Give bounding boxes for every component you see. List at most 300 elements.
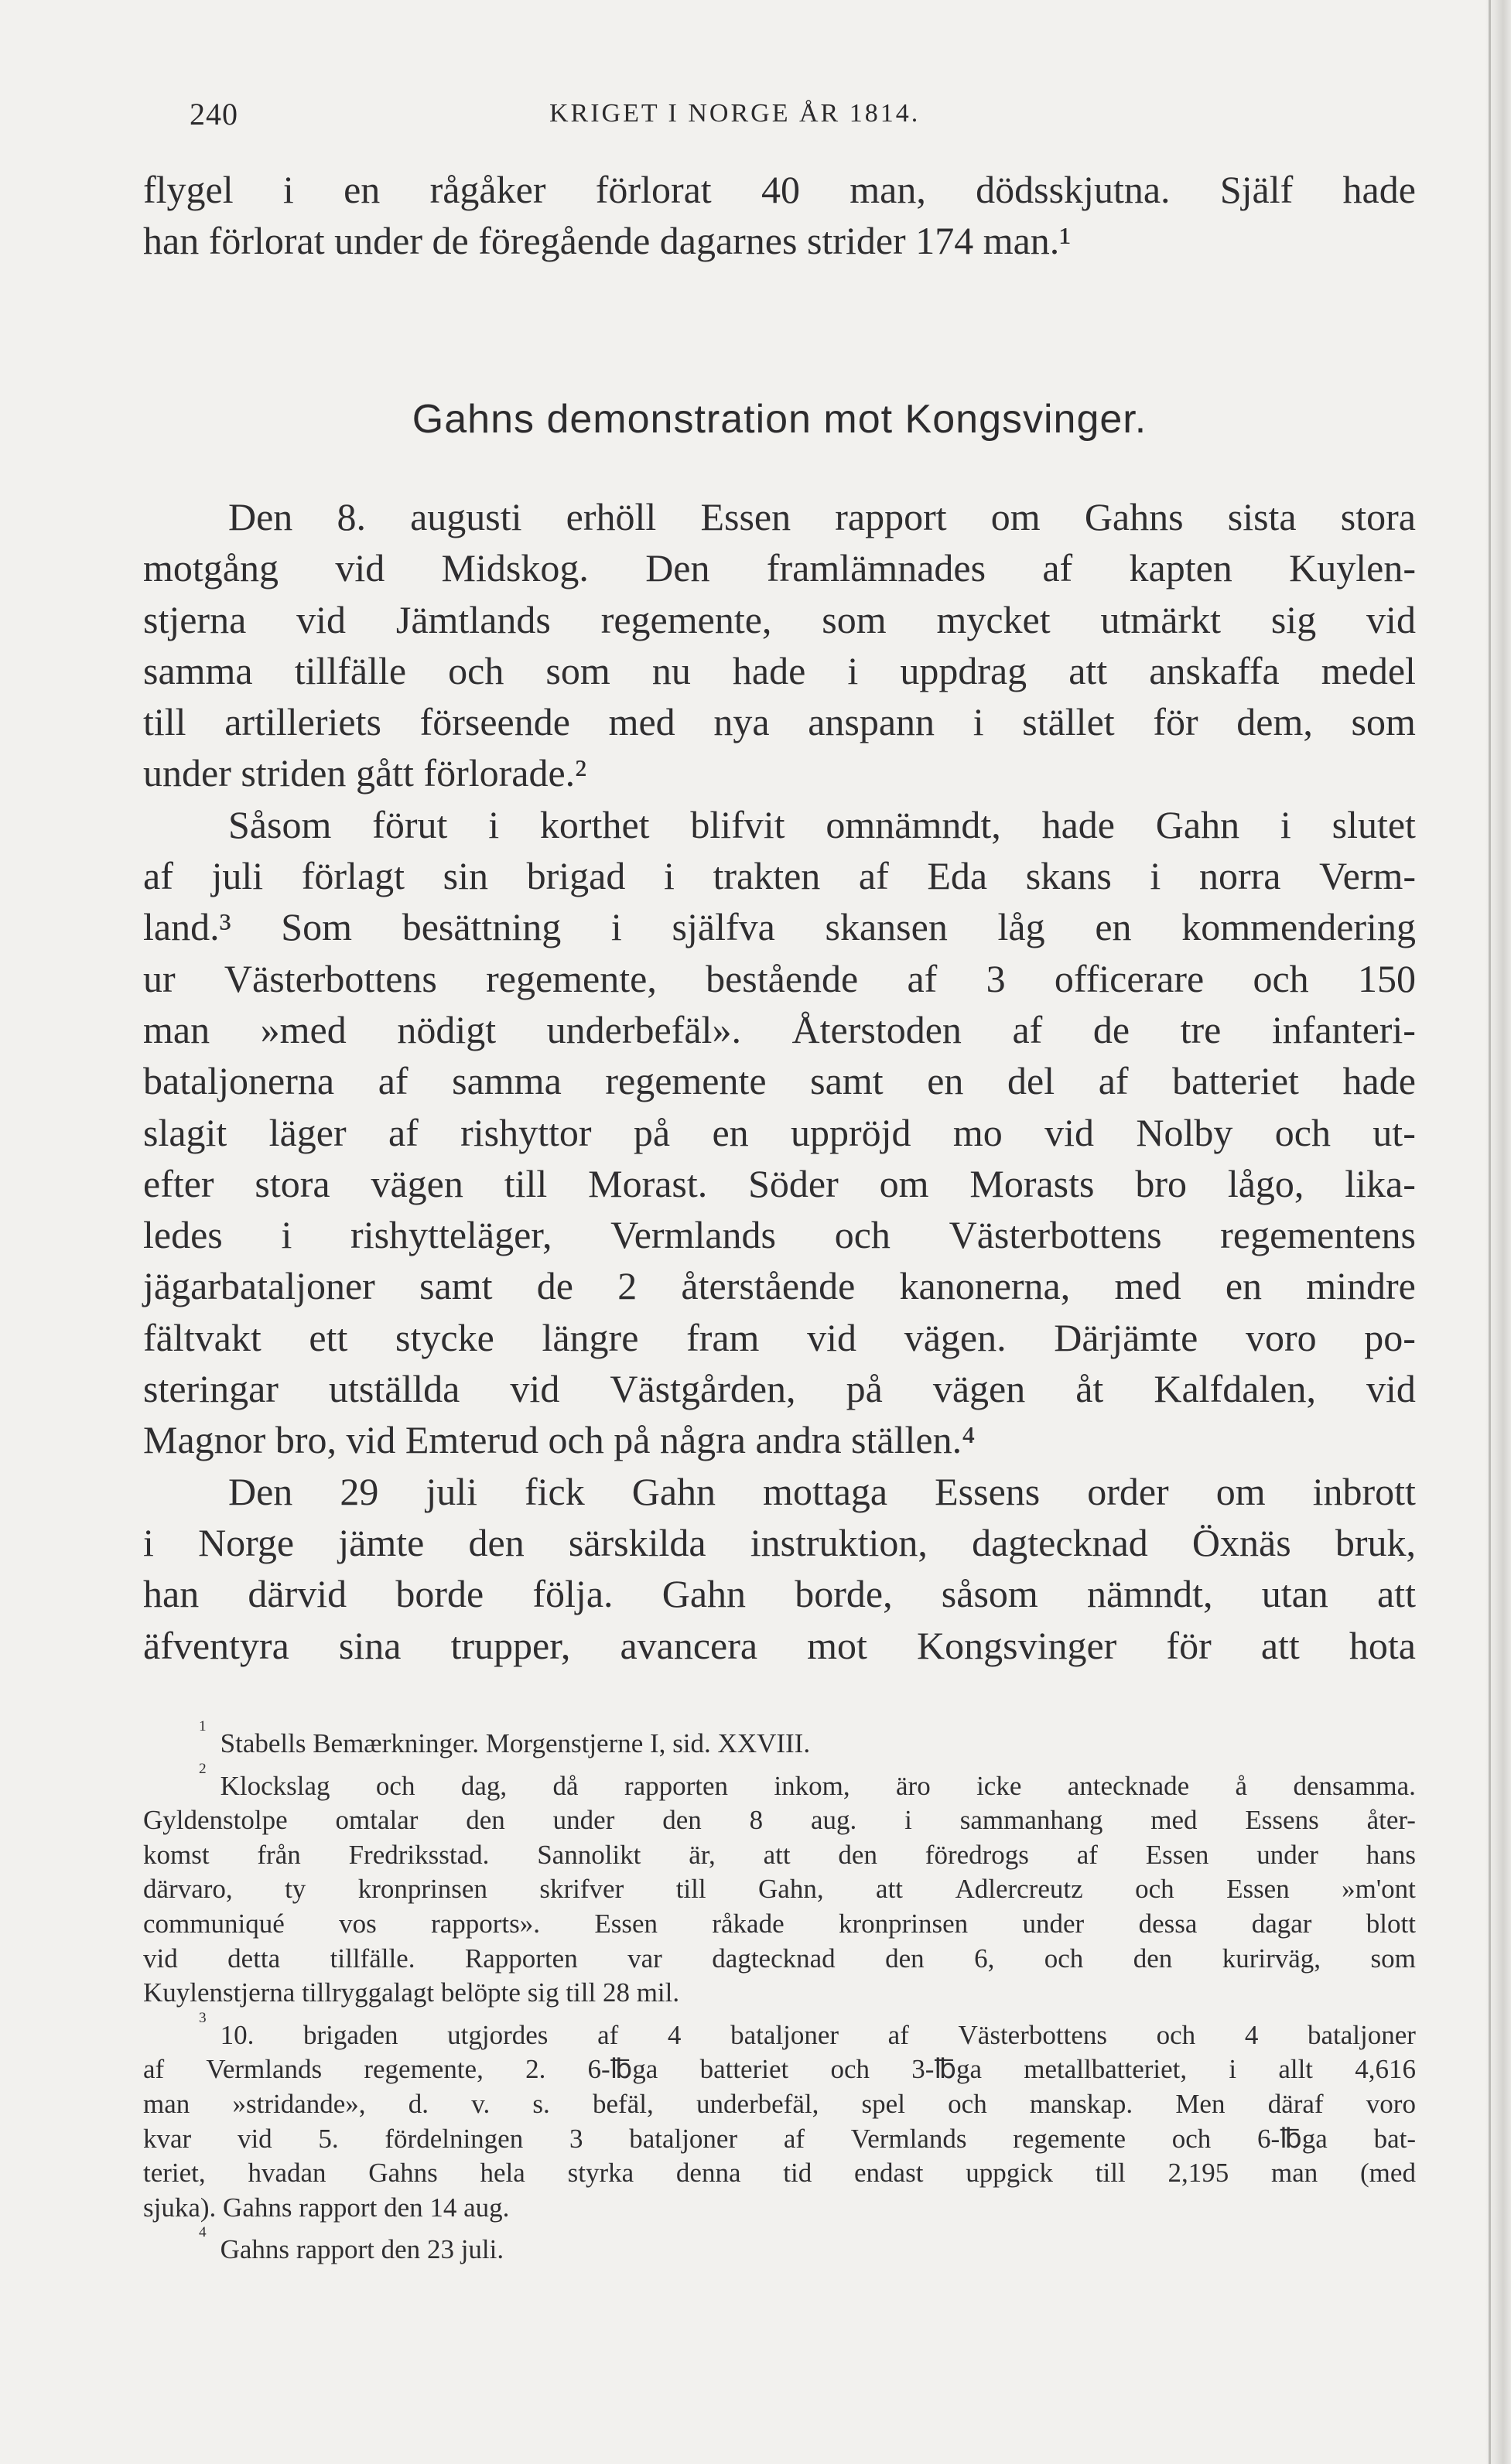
word: sista — [1227, 495, 1297, 538]
word: hade — [732, 648, 806, 692]
text-line — [143, 1209, 1416, 1260]
word: dagtecknad — [712, 1943, 836, 1974]
word: icke — [976, 1770, 1022, 1801]
word: Vermlands — [850, 2123, 967, 2154]
word: striden — [241, 751, 347, 795]
text-line — [143, 594, 1416, 645]
word: hvadan — [248, 2158, 326, 2189]
word: Fredriksstad. — [348, 1839, 490, 1870]
word: Västerbottens — [224, 956, 437, 1000]
word: tillfälle — [294, 648, 407, 692]
word: batteriet — [699, 2054, 789, 2085]
word: med — [1150, 1805, 1198, 1836]
word: tillryggalagt — [302, 1977, 435, 2008]
word: den — [381, 2234, 421, 2265]
word: nödigt — [397, 1007, 497, 1051]
word: ledes — [143, 1213, 223, 1257]
word: 4 — [1244, 2019, 1259, 2050]
word: bataljonerna — [143, 1059, 335, 1103]
text-line — [143, 542, 1416, 593]
word: communiqué — [143, 1908, 285, 1939]
word: sin — [443, 854, 488, 898]
word: skrifver — [539, 1874, 624, 1905]
text-line — [143, 799, 1416, 850]
word: Essen — [594, 1908, 658, 1939]
word: med — [608, 700, 675, 744]
word: Vermlands — [206, 2054, 323, 2085]
word: äro — [896, 1770, 931, 1801]
word: vid — [335, 546, 385, 590]
footnote-gap — [143, 1762, 1416, 1769]
word: föregående — [478, 219, 651, 263]
word: af — [887, 2019, 909, 2050]
word: Kuylen- — [1289, 546, 1416, 590]
word: 3 — [986, 956, 1006, 1000]
word: var — [627, 1943, 662, 1974]
footnote-3 — [143, 2009, 1416, 2226]
word: Gahn, — [758, 1874, 824, 1905]
word: den — [384, 2192, 423, 2223]
text-line — [143, 901, 1416, 952]
word: dag, — [460, 1770, 508, 1801]
word: 174 — [915, 219, 974, 263]
word: förlorade.² — [423, 751, 587, 795]
word: Morgenstjerne — [485, 1728, 644, 1758]
word: del — [1007, 1059, 1055, 1103]
word: att — [1376, 1572, 1416, 1616]
word: korthet — [539, 802, 650, 846]
word: 4,616 — [1355, 2054, 1416, 2085]
word: fram — [686, 1315, 760, 1359]
word: Adlercreutz — [955, 1874, 1083, 1905]
word: bro — [1135, 1161, 1187, 1205]
word: dödsskjutna. — [976, 168, 1171, 211]
word: af — [143, 854, 173, 898]
word: skansen — [825, 905, 948, 949]
word: Morast. — [588, 1161, 708, 1205]
word: sig — [1270, 597, 1317, 641]
word: Jämtlands — [395, 597, 551, 641]
word: uppdrag — [900, 648, 1027, 692]
word: sid. — [672, 1728, 711, 1758]
word: mot — [807, 1623, 867, 1667]
word: hade — [1342, 1059, 1416, 1103]
word: s. — [532, 2088, 550, 2119]
word: bestående — [706, 956, 859, 1000]
word: densamma. — [1293, 1770, 1416, 1801]
footnote-line — [143, 2156, 1416, 2191]
word: sjuka). — [143, 2192, 217, 2223]
text-line — [143, 850, 1416, 901]
word: råkade — [712, 1908, 785, 1939]
word: 3 — [569, 2123, 583, 2154]
text-line — [143, 491, 1416, 542]
word: samt — [810, 1059, 884, 1103]
word: till — [504, 1161, 548, 1205]
word: Norge — [198, 1520, 295, 1564]
word: af — [143, 2054, 165, 2085]
word: de — [536, 1264, 573, 1308]
text-line — [143, 1107, 1416, 1158]
word: kanonerna, — [899, 1264, 1071, 1308]
word: läger — [268, 1110, 347, 1154]
word: som — [822, 597, 887, 641]
word: »stridande», — [232, 2088, 366, 2119]
word: Men — [1175, 2088, 1226, 2119]
word: af — [378, 1059, 409, 1103]
word: Essen — [700, 495, 791, 538]
word: af — [1042, 546, 1073, 590]
word: under — [334, 219, 422, 263]
footnote-line — [143, 2122, 1416, 2157]
word: Gyldenstolpe — [143, 1805, 288, 1836]
word: tre — [1180, 1007, 1222, 1051]
word: Bemærkninger. — [313, 1728, 480, 1758]
word: den — [885, 1943, 925, 1974]
word: en — [344, 168, 381, 211]
word: man — [143, 2088, 190, 2119]
word: komst — [143, 1839, 210, 1870]
word: den — [662, 1805, 702, 1836]
word: Essens — [935, 1469, 1041, 1513]
word: inkom, — [774, 1770, 850, 1801]
word: po- — [1364, 1315, 1416, 1359]
word: styrka — [567, 2158, 634, 2189]
word: och — [548, 1418, 604, 1462]
word: Gahn — [1155, 802, 1240, 846]
word: regemente, — [486, 956, 657, 1000]
word: i — [847, 648, 859, 692]
word: »m'ont — [1342, 1874, 1416, 1905]
word: 2,195 — [1167, 2158, 1229, 2189]
page-number: 240 — [190, 97, 238, 132]
word: mo — [952, 1110, 1003, 1154]
word: Gahns — [223, 2192, 292, 2223]
word: man, — [850, 168, 926, 211]
word: avancera — [620, 1623, 758, 1667]
word: kurirväg, — [1222, 1943, 1321, 1974]
footnote-line — [143, 1872, 1416, 1907]
word: 150 — [1357, 956, 1416, 1000]
word: Midskog. — [441, 546, 589, 590]
word: brigad — [526, 854, 626, 898]
footnote-4 — [143, 2224, 1416, 2267]
word: i — [610, 905, 622, 949]
word: Gahn — [661, 1572, 747, 1616]
text-line — [143, 1568, 1416, 1619]
word: till — [1095, 2158, 1126, 2189]
text-line — [143, 1158, 1416, 1209]
word: de — [1092, 1007, 1130, 1051]
word: 6-℔ga — [587, 2054, 658, 2085]
word: en — [1095, 905, 1132, 949]
word: förlagt — [301, 854, 405, 898]
word: rishytteläger, — [350, 1213, 552, 1257]
word: sig — [527, 1977, 559, 2008]
word: rapporten — [624, 1770, 729, 1801]
word: juli — [211, 854, 264, 898]
word: omnämndt, — [826, 802, 1001, 846]
word: längre — [542, 1315, 639, 1359]
word: trakten — [713, 854, 821, 898]
word: af — [783, 2123, 805, 2154]
word: hade — [1041, 802, 1115, 846]
word: och — [1171, 2123, 1212, 2154]
word: som — [545, 648, 610, 692]
word: i — [1150, 854, 1161, 898]
word: i — [904, 1805, 912, 1836]
word: 23 — [426, 2234, 454, 2265]
footnote-line — [143, 1760, 1416, 1804]
word: juli — [426, 1469, 477, 1513]
word: regemente, — [600, 597, 772, 641]
word: kvar — [143, 2123, 192, 2154]
word: steringar — [143, 1367, 279, 1411]
word: förlorat — [208, 219, 325, 263]
word: bruk, — [1335, 1520, 1416, 1564]
word: Stabells — [220, 1728, 306, 1758]
footnote-line — [143, 2009, 1416, 2053]
word: hela — [480, 2158, 525, 2189]
word: befäl, — [593, 2088, 654, 2119]
word: af — [1098, 1059, 1129, 1103]
word: man — [1270, 2158, 1318, 2189]
footnote-line — [143, 2052, 1416, 2087]
footnote-line — [143, 1803, 1416, 1838]
word: fördelningen — [385, 2123, 524, 2154]
footnote-line — [143, 2191, 1416, 2226]
word: fältvakt — [143, 1315, 262, 1359]
footnote-gap — [143, 2225, 1416, 2233]
word: slutet — [1332, 802, 1416, 846]
word: och — [830, 2054, 870, 2085]
word: metallbatteriet, — [1024, 2054, 1188, 2085]
word: Essen — [1145, 1839, 1209, 1870]
word: anskaffa — [1149, 648, 1280, 692]
word: rishyttor — [460, 1110, 592, 1154]
word: 40 — [761, 168, 800, 211]
word: rågåker — [429, 168, 546, 211]
word: motgång — [143, 546, 279, 590]
word: hade — [1342, 168, 1416, 211]
word: inbrott — [1312, 1469, 1416, 1513]
word: föredrogs — [925, 1839, 1029, 1870]
word: aug. — [811, 1805, 857, 1836]
word: rapport — [299, 2192, 378, 2223]
word: 10. — [220, 2019, 255, 2050]
word: bataljoner — [1308, 2019, 1416, 2050]
word: kronprinsen — [838, 1908, 969, 1939]
word: spel — [861, 2088, 905, 2119]
word: vid — [346, 1418, 396, 1462]
word: Öxnäs — [1191, 1520, 1291, 1564]
word: 6, — [974, 1943, 995, 1974]
word: brigaden — [303, 2019, 398, 2050]
word: order — [1087, 1469, 1169, 1513]
text-line — [143, 215, 1416, 266]
word: Västgården, — [610, 1367, 796, 1411]
word: att — [763, 1839, 791, 1870]
word: Återstoden — [791, 1007, 962, 1051]
word: d. — [408, 2088, 429, 2119]
word: bat- — [1373, 2123, 1416, 2154]
word: vägen — [932, 1367, 1026, 1411]
word: blott — [1366, 1908, 1416, 1939]
word: Kongsvinger — [917, 1623, 1117, 1667]
word: slagit — [143, 1110, 227, 1154]
word: regementens — [1220, 1213, 1416, 1257]
word: vid — [1044, 1110, 1095, 1154]
word: vägen — [371, 1161, 463, 1205]
word: man — [143, 1007, 210, 1051]
word: 3-℔ga — [911, 2054, 983, 2085]
footnote-gap — [143, 2011, 1416, 2018]
word: utan — [1261, 1572, 1328, 1616]
word: af — [1012, 1007, 1043, 1051]
word: från — [257, 1839, 301, 1870]
word: v. — [471, 2088, 491, 2119]
word: 28 — [602, 1977, 630, 2008]
word: lika- — [1345, 1161, 1416, 1205]
word: stora — [1340, 495, 1416, 538]
page-header — [190, 96, 1412, 138]
word: rapport — [296, 2234, 374, 2265]
word: Västerbottens — [949, 1213, 1162, 1257]
footnote-line — [143, 1976, 1416, 2011]
word: några — [659, 1418, 746, 1462]
word: land.³ — [143, 905, 231, 949]
word: ett — [309, 1315, 348, 1359]
word: denna — [675, 2158, 741, 2189]
word: Sannolikt — [537, 1839, 641, 1870]
word: trupper, — [450, 1623, 571, 1667]
word: XXVIII. — [717, 1728, 811, 1758]
text-line — [143, 1620, 1416, 1671]
word: tillfälle. — [330, 1943, 415, 1974]
word: han — [143, 1572, 200, 1616]
text-line — [143, 1517, 1416, 1568]
word: och — [375, 1770, 415, 1801]
intro-paragraph — [143, 164, 1416, 267]
word: dagtecknad — [972, 1520, 1148, 1564]
word: därvid — [248, 1572, 347, 1616]
word: jämte — [338, 1520, 425, 1564]
word: i — [1229, 2054, 1237, 2085]
word: Kuylenstjerna — [143, 1977, 296, 2008]
word: officerare — [1054, 956, 1205, 1000]
word: och — [1253, 956, 1309, 1000]
word: erhöll — [566, 495, 657, 538]
word: i — [663, 854, 675, 898]
word: efter — [143, 1161, 214, 1205]
word: regemente — [1013, 2123, 1126, 2154]
word: vägen. — [904, 1315, 1007, 1359]
word: Gahns — [368, 2158, 438, 2189]
word: Gahns — [1084, 495, 1184, 538]
word: mil. — [636, 1977, 680, 2008]
text-line — [143, 164, 1416, 215]
word: af — [1076, 1839, 1098, 1870]
word: att — [876, 1874, 904, 1905]
word: 6-℔ga — [1257, 2123, 1328, 2154]
word: vid — [143, 1943, 178, 1974]
word: bro, — [275, 1418, 337, 1462]
footnote-line — [143, 1838, 1416, 1873]
text-line — [143, 1004, 1416, 1055]
word: samma — [143, 648, 253, 692]
word: utställda — [328, 1367, 460, 1411]
word: och — [1044, 1943, 1084, 1974]
word: gått — [355, 751, 414, 795]
word: utmärkt — [1100, 597, 1221, 641]
word: tid — [783, 2158, 812, 2189]
word: artilleriets — [224, 700, 381, 744]
word: Morasts — [969, 1161, 1095, 1205]
word: den — [466, 1805, 505, 1836]
text-line — [143, 1466, 1416, 1517]
word: på — [846, 1367, 883, 1411]
word: till — [566, 1977, 597, 2008]
word: som — [1370, 1943, 1416, 1974]
word: ty — [285, 1874, 306, 1905]
word: Gahns — [220, 2234, 290, 2265]
word: sina — [338, 1623, 402, 1667]
word: särskilda — [568, 1520, 706, 1564]
text-line — [143, 1055, 1416, 1106]
word: jägarbataljoner — [143, 1264, 375, 1308]
word: uppgick — [966, 2158, 1053, 2189]
word: äfventyra — [143, 1623, 289, 1667]
word: Essens — [1245, 1805, 1319, 1836]
word: och — [948, 2088, 987, 2119]
text-line — [143, 1363, 1416, 1414]
text-line — [143, 1312, 1416, 1363]
word: fick — [525, 1469, 585, 1513]
word: är, — [689, 1839, 716, 1870]
word: återstående — [681, 1264, 856, 1308]
word: en — [712, 1110, 749, 1154]
word: medel — [1321, 648, 1416, 692]
word: allt — [1278, 2054, 1314, 2085]
word: 29 — [340, 1469, 379, 1513]
word: (med — [1360, 2158, 1416, 2189]
word: instruktion, — [750, 1520, 928, 1564]
word: följa. — [532, 1572, 614, 1616]
word: han — [143, 219, 200, 263]
word: 2. — [525, 2054, 546, 2085]
word: 5. — [318, 2123, 339, 2154]
word: ut- — [1373, 1110, 1416, 1154]
word: andra — [755, 1418, 842, 1462]
word: förseende — [419, 700, 570, 744]
word: åt — [1075, 1367, 1104, 1411]
word: 2 — [617, 1264, 638, 1308]
word: den — [468, 1520, 525, 1564]
text-line — [143, 645, 1416, 696]
word: hans — [1366, 1839, 1416, 1870]
word: strider — [806, 219, 906, 263]
word: som — [1351, 700, 1416, 744]
word: Essen — [1226, 1874, 1290, 1905]
word: själfva — [672, 905, 775, 949]
word: Såsom — [228, 802, 332, 846]
word: om — [1215, 1469, 1266, 1513]
word: I, — [650, 1728, 666, 1758]
text-line — [143, 953, 1416, 1004]
word: regemente, — [364, 2054, 484, 2085]
word: underbefäl, — [696, 2088, 819, 2119]
footnotes — [143, 1718, 1416, 2267]
